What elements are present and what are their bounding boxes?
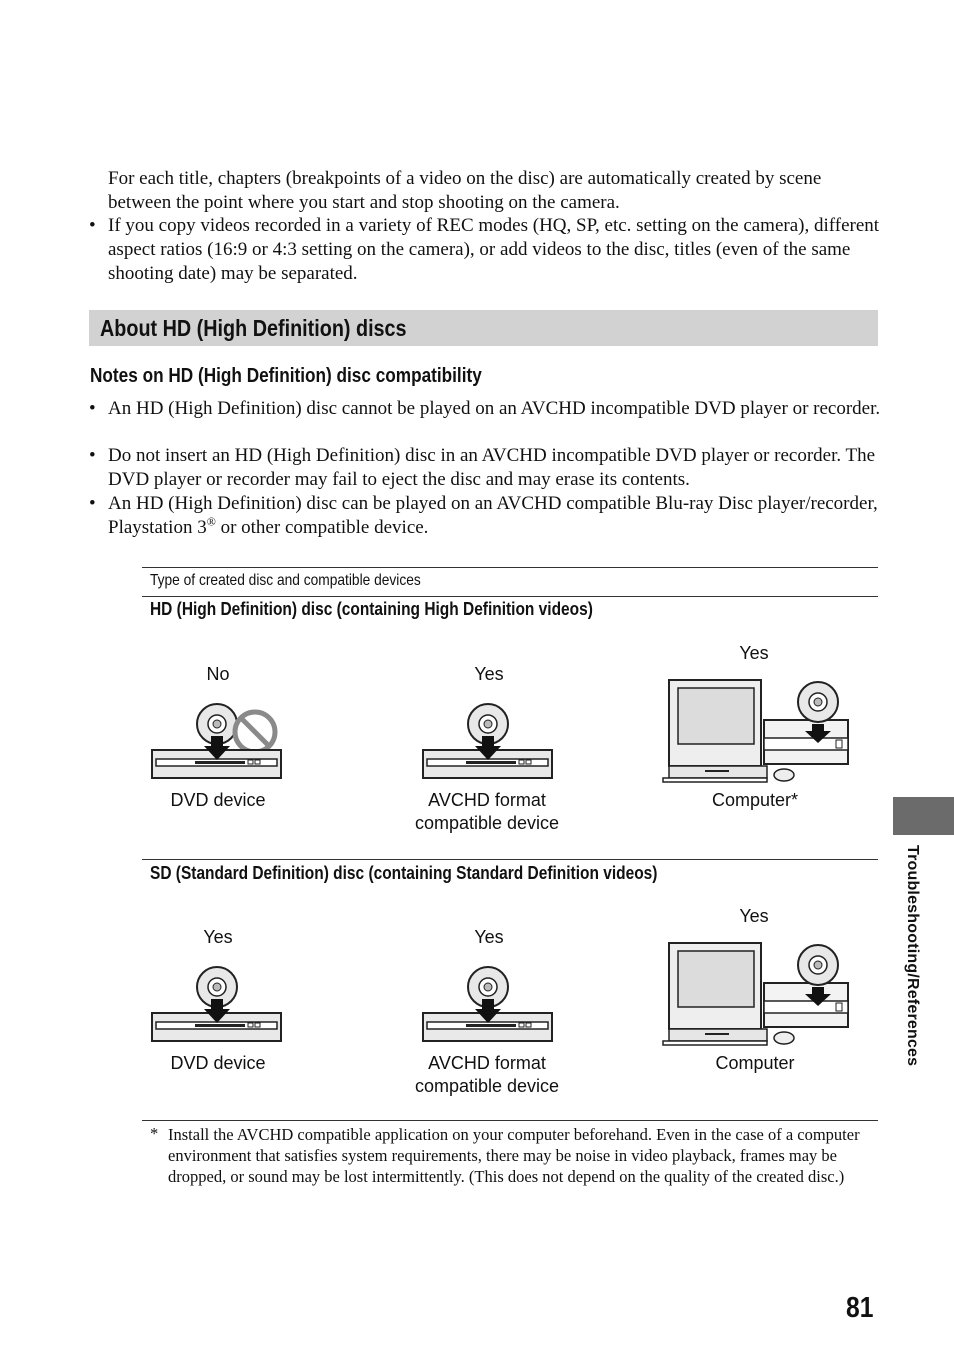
registered-mark: ®	[206, 514, 216, 529]
hd-row-heading: HD (High Definition) disc (containing High Definition videos)	[150, 599, 593, 619]
hd-dvd-status: No	[206, 664, 230, 684]
notes-heading: Notes on HD (High Definition) disc compatibility	[90, 365, 482, 387]
table-caption-rule	[142, 596, 878, 597]
hd-computer-status: Yes	[739, 643, 769, 663]
notes-bullet-3	[89, 492, 898, 540]
sd-row-heading: SD (Standard Definition) disc (containing Standard Definition videos)	[150, 863, 658, 883]
chapter-tab-marker	[893, 797, 954, 835]
hd-computer-label	[655, 789, 855, 812]
bullet-dot: •	[89, 215, 96, 236]
mouse-icon	[774, 1032, 794, 1044]
page-number: 81	[846, 1292, 874, 1324]
sd-computer-label	[655, 1052, 855, 1075]
sd-dvd-label	[118, 1052, 318, 1075]
sd-avchd-label-line1: AVCHD format	[428, 1053, 546, 1073]
sd-dvd-device-illustration	[150, 963, 285, 1045]
intro-bullet	[89, 214, 898, 286]
bullet-dot: •	[89, 445, 96, 466]
hd-avchd-label-line2: compatible device	[414, 813, 560, 833]
notes-bullet-2	[89, 444, 898, 492]
hd-avchd-label	[387, 789, 587, 835]
pc-tower-icon	[764, 720, 848, 764]
disc-icon	[798, 682, 838, 722]
hd-avchd-device-illustration	[421, 700, 556, 782]
mouse-icon	[774, 769, 794, 781]
notes-bullet-1	[89, 397, 898, 421]
sd-avchd-device-illustration	[421, 963, 556, 1045]
sd-avchd-status: Yes	[474, 927, 504, 947]
sd-row-rule	[142, 859, 878, 860]
footnote-text: Install the AVCHD compatible application on your computer beforehand. Even in the case of a computer environment that satisfies system requirements, there may be noise in video playback, frames may be dropped, or sound may be lost intermittently. (This does not depend on the quality of the created disc.)	[168, 1125, 860, 1186]
notes-bullet-1-text: An HD (High Definition) disc cannot be played on an AVCHD incompatible DVD player or recorder.	[108, 398, 881, 419]
table-caption: Type of created disc and compatible devices	[150, 572, 421, 589]
notes-bullet-2-text: Do not insert an HD (High Definition) disc in an AVCHD incompatible DVD player or recorder. The DVD player or recorder may fail to eject the disc and may erase its contents.	[108, 445, 876, 490]
section-title: About HD (High Definition) discs	[100, 315, 407, 341]
notes-bullet-3-text: An HD (High Definition) disc can be played on an AVCHD compatible Blu-ray Disc player/recorder, Playstation 3	[108, 493, 878, 538]
footnote-marker: *	[150, 1124, 159, 1143]
chapter-tab-label: Troubleshooting/References	[904, 845, 921, 1067]
bullet-dot: •	[89, 493, 96, 514]
sd-computer-status: Yes	[739, 906, 769, 926]
pc-tower-icon	[764, 983, 848, 1027]
disc-icon	[798, 945, 838, 985]
hd-computer-illustration	[660, 678, 852, 784]
sd-dvd-status: Yes	[203, 927, 233, 947]
table-bottom-rule	[142, 1120, 878, 1121]
sd-computer-label-line1: Computer	[715, 1053, 795, 1073]
intro-bullet-text: If you copy videos recorded in a variety of REC modes (HQ, SP, etc. setting on the camera), different aspect ratios (16:9 or 4:3 setting on the camera), or add videos to the disc, titles (even of the same shooting date) may be separated.	[108, 215, 880, 284]
monitor-icon	[663, 680, 767, 782]
table-top-rule	[142, 567, 878, 568]
hd-dvd-label-line1: DVD device	[170, 790, 266, 810]
hd-dvd-device-illustration	[150, 700, 285, 782]
footnote	[150, 1124, 880, 1187]
hd-computer-label-line1: Computer*	[711, 790, 799, 810]
sd-avchd-label-line2: compatible device	[414, 1076, 560, 1096]
sd-dvd-label-line1: DVD device	[170, 1053, 266, 1073]
hd-avchd-status: Yes	[474, 664, 504, 684]
no-entry-icon	[235, 712, 275, 752]
sd-avchd-label	[387, 1052, 587, 1098]
bullet-dot: •	[89, 398, 96, 419]
intro-continued-paragraph: For each title, chapters (breakpoints of a video on the disc) are automatically created by scene between the point where you start and stop shooting on the camera.	[108, 168, 822, 213]
hd-dvd-label	[118, 789, 318, 812]
hd-avchd-label-line1: AVCHD format	[428, 790, 546, 810]
sd-computer-illustration	[660, 941, 852, 1047]
notes-bullet-3-tail: or other compatible device.	[215, 517, 429, 538]
monitor-icon	[663, 943, 767, 1045]
